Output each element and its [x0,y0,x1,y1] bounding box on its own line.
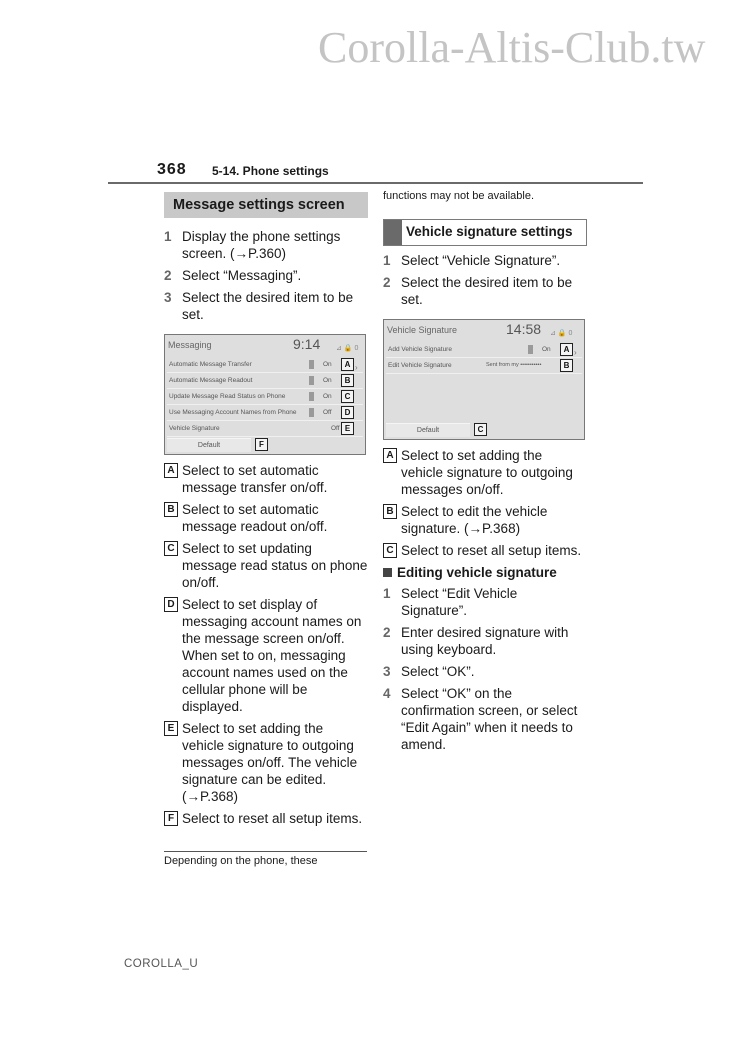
description-item: B Select to edit the vehicle signature. (→P.368) [383,503,587,537]
step-item: 1 Select “Edit Vehicle Signature”. [383,586,518,618]
toggle-icon [309,360,314,369]
message-settings-heading: Message settings screen [164,192,368,220]
right-column [383,219,587,758]
footnote-rule [164,851,367,852]
step-item: 2 Enter desired signature with using keyboard. [383,625,569,657]
watermark: Corolla-Altis-Club.tw [318,23,706,72]
callout-b: B [560,359,573,372]
chevron-right-icon: › [355,363,358,372]
callout-b: B [341,374,354,387]
toggle-icon [309,392,314,401]
square-bullet-icon [383,568,392,577]
setting-row[interactable]: Add Vehicle Signature On [386,342,582,358]
setting-row[interactable]: Vehicle Signature Off [167,421,363,437]
setting-row[interactable]: Automatic Message Readout On [167,373,363,389]
setting-row[interactable]: Edit Vehicle Signature Sent from my ••••••••••• [386,358,582,374]
callout-f: F [255,438,268,451]
setting-row[interactable]: Use Messaging Account Names from Phone Off [167,405,363,421]
footnote: Depending on the phone, these [164,855,318,867]
toggle-icon [309,376,314,385]
page-number: 368 [157,161,187,178]
step-item: 3 Select “OK”. [383,664,475,679]
description-item: C Select to reset all setup items. [383,542,587,559]
screen-clock: 9:14 [293,336,321,352]
chevron-right-icon: › [574,348,577,357]
step-item: 4 Select “OK” on the confirmation screen, or select “Edit Again” when it needs to amend. [383,686,578,752]
step-item: 1 Display the phone settings screen. (→P.360) [164,229,341,261]
section-title: 5-14. Phone settings [212,164,329,178]
default-button[interactable]: Default [167,438,251,452]
left-column [164,192,368,832]
footer-code: COROLLA_U [124,958,199,970]
vehicle-signature-heading: Vehicle signature settings [383,219,587,246]
description-item: F Select to reset all setup items. [164,810,368,827]
description-item: E Select to set adding the vehicle signature to outgoing messages on/off. The vehicle signature can be edited. (→P.368) [164,720,368,805]
step-item: 2 Select the desired item to be set. [383,275,573,307]
editing-subheading: Editing vehicle signature [383,564,587,581]
description-item: A Select to set automatic message transfer on/off. [164,462,368,496]
screen-title: Vehicle Signature [387,325,458,335]
screen-title: Messaging [168,340,212,350]
step-item: 1 Select “Vehicle Signature”. [383,253,561,268]
description-item: A Select to set adding the vehicle signature to outgoing messages on/off. [383,447,587,498]
status-icons: ⊿ 🔒 0 [336,345,359,352]
setting-row[interactable]: Automatic Message Transfer On [167,357,363,373]
callout-a: A [560,343,573,356]
toggle-icon [528,345,533,354]
callout-c: C [474,423,487,436]
step-item: 2 Select “Messaging”. [164,268,302,283]
vehicle-signature-screen [383,319,585,440]
header-rule [108,182,643,184]
status-icons: ⊿ 🔒 0 [550,330,573,337]
default-button[interactable]: Default [386,423,470,437]
description-item: B Select to set automatic message readout on/off. [164,501,368,535]
continuation-text: functions may not be available. [383,190,535,202]
description-item: D Select to set display of messaging account names on the message screen on/off. When set to on, messaging account names used on the cellular phone will be displayed. [164,596,368,715]
screen-clock: 14:58 [506,321,542,337]
description-item: C Select to set updating message read status on phone on/off. [164,540,368,591]
callout-c: C [341,390,354,403]
callout-d: D [341,406,354,419]
setting-row[interactable]: Update Message Read Status on Phone On [167,389,363,405]
toggle-icon [309,408,314,417]
callout-e: E [341,422,354,435]
step-item: 3 Select the desired item to be set. [164,290,354,322]
callout-a: A [341,358,354,371]
messaging-screen [164,334,366,455]
